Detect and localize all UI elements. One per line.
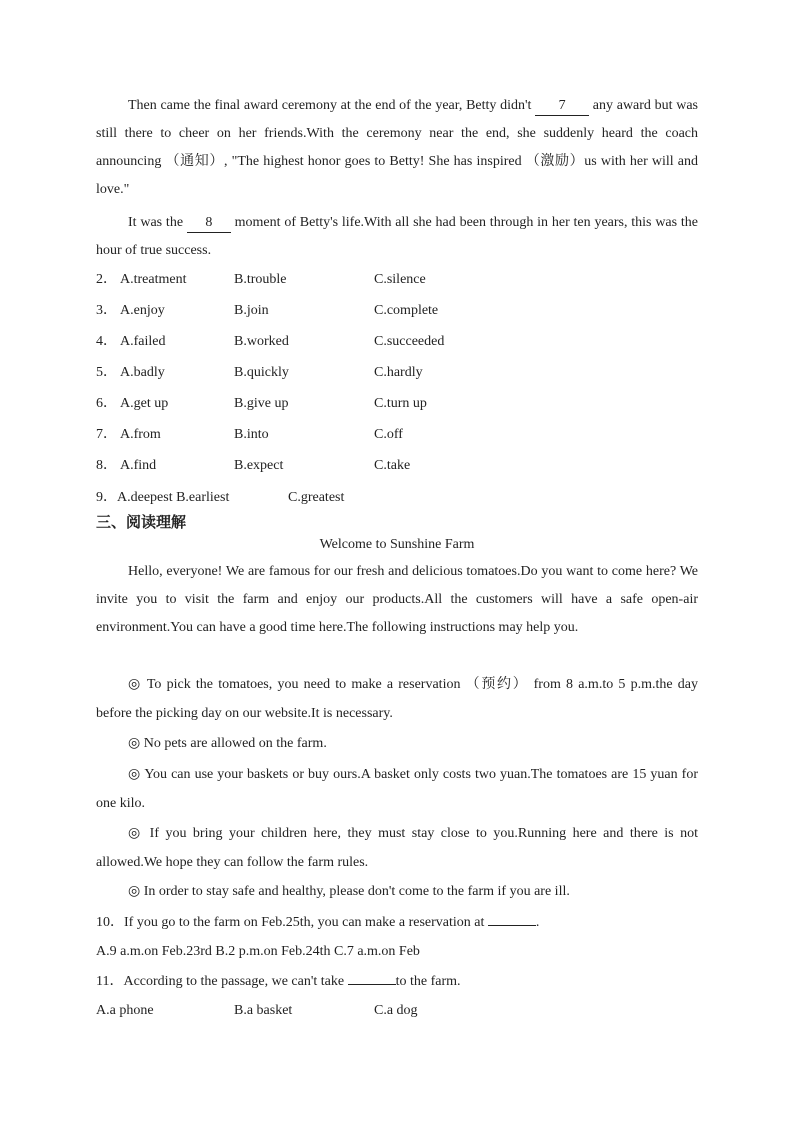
instruction-item: ◎ In order to stay safe and healthy, please don't come to the farm if you are ill. [128, 884, 570, 899]
option-c: C.complete [374, 303, 439, 318]
option-c: C.hardly [374, 365, 423, 380]
reading-intro: Hello, everyone! We are famous for our fresh and delicious tomatoes.Do you want to come here? We invite you to visit the farm and enjoy our products.All the customers will have a safe open-air environment.You can have a good time here.The following instructions may help you. [96, 564, 698, 635]
option-c: C.turn up [374, 396, 427, 411]
option-a: A.get up [120, 396, 169, 411]
blank-7: 7 [535, 97, 589, 116]
question-11-stem [96, 970, 461, 993]
para2-text-before: It was the [128, 215, 187, 230]
question-10-options: A.9 a.m.on Feb.23rd B.2 p.m.on Feb.24th C.7 a.m.on Feb [96, 944, 420, 959]
option-b: B.into [234, 427, 269, 442]
para1-text-after: any award but was still there to cheer on her friends.With the ceremony near the end, she suddenly heard the coach announcing （通知）, "The highest honor goes to Betty! She has inspired （激励）us with her will and love." [96, 98, 698, 197]
question-number: 6． [96, 396, 117, 411]
option-b: B.a basket [234, 1003, 293, 1018]
question-9-text: 9．A.deepest B.earliest [96, 490, 230, 505]
option-a: A.badly [120, 365, 165, 380]
question-number: 7． [96, 427, 117, 442]
para2-text-after: moment of Betty's life.With all she had been through in her ten years, this was the hour of true success. [96, 215, 698, 258]
option-a: A.find [120, 458, 157, 473]
instruction-item: ◎ If you bring your children here, they must stay close to you.Running here and there is not allowed.We hope they can follow the farm rules. [96, 826, 698, 870]
passage-paragraph-1 [96, 92, 698, 204]
option-b: B.give up [234, 396, 289, 411]
para1-text-before: Then came the final award ceremony at the end of the year, Betty didn't [128, 98, 536, 113]
option-b: B.trouble [234, 272, 287, 287]
option-a: A.enjoy [120, 303, 165, 318]
option-a: A.from [120, 427, 161, 442]
reading-title: Welcome to Sunshine Farm [319, 537, 475, 552]
question-10-end: . [535, 915, 540, 930]
option-a: A.failed [120, 334, 166, 349]
question-10-stem [96, 911, 539, 934]
option-b: B.expect [234, 458, 284, 473]
option-c: C.greatest [288, 490, 345, 505]
section-heading: 三、阅读理解 [96, 513, 187, 531]
question-number: 3． [96, 303, 117, 318]
option-b: B.join [234, 303, 269, 318]
question-number: 4． [96, 334, 117, 349]
option-b: B.worked [234, 334, 289, 349]
blank-8: 8 [187, 214, 231, 233]
question-11-end: to the farm. [395, 974, 461, 989]
option-c: C.off [374, 427, 403, 442]
option-c: C.a dog [374, 1003, 418, 1018]
question-11-text: 11．According to the passage, we can't take [96, 974, 348, 989]
question-number: 8． [96, 458, 117, 473]
answer-blank [348, 970, 396, 985]
option-a: A.treatment [120, 272, 187, 287]
answer-blank [488, 911, 536, 926]
passage-paragraph-2 [96, 209, 698, 265]
option-c: C.take [374, 458, 411, 473]
option-c: C.silence [374, 272, 426, 287]
question-number: 5． [96, 365, 117, 380]
instruction-item: ◎ No pets are allowed on the farm. [128, 736, 327, 751]
question-number: 2． [96, 272, 117, 287]
option-c: C.succeeded [374, 334, 445, 349]
question-10-text: 10．If you go to the farm on Feb.25th, you can make a reservation at [96, 915, 488, 930]
instruction-item: ◎ To pick the tomatoes, you need to make a reservation （预约） from 8 a.m.to 5 p.m.the day before the picking day on our website.It is necessary. [96, 677, 698, 721]
option-b: B.quickly [234, 365, 289, 380]
option-a: A.a phone [96, 1003, 154, 1018]
instruction-item: ◎ You can use your baskets or buy ours.A basket only costs two yuan.The tomatoes are 15 yuan for one kilo. [96, 767, 698, 811]
